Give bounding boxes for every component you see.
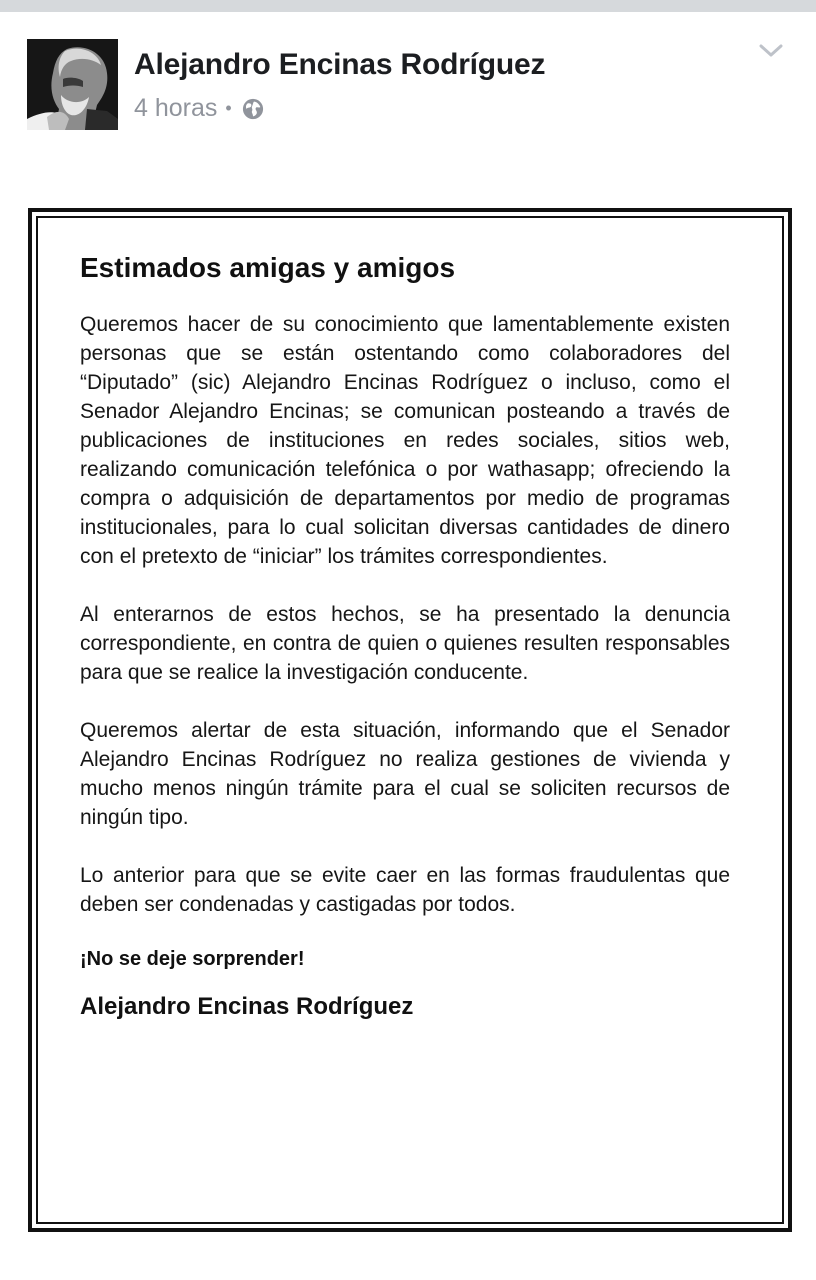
chevron-down-icon[interactable] [758, 42, 784, 60]
notice-alert: ¡No se deje sorprender! [80, 948, 305, 970]
meta-separator: • [225, 98, 232, 118]
avatar[interactable] [27, 39, 118, 130]
notice-paragraph: Lo anterior para que se evite caer en las formas fraudulentas que deben ser condenadas y castigadas por todos. [80, 864, 730, 916]
notice-paragraph: Queremos alertar de esta situación, informando que el Senador Alejandro Encinas Rodríguez no realiza gestiones de vivienda y mucho menos ningún trámite para el cual se soliciten recursos de ningún tipo. [80, 719, 730, 829]
notice-paragraph: Queremos hacer de su conocimiento que lamentablemente existen personas que se están ostentando como colaboradores del “Diputado” (sic) Alejandro Encinas Rodríguez o incluso, como el Senador Alejandro Encinas; se comunican posteando a través de publicaciones de instituciones en redes sociales, sitios web, realizando comunicación telefónica o por wathasapp; ofreciendo la compra o adquisición de departamentos por medio de programas institucionales, para lo cual solicitan diversas cantidades de dinero con el pretexto de “iniciar” los trámites correspondientes. [80, 313, 730, 568]
notice-title: Estimados amigas y amigos [80, 252, 456, 283]
notice-paragraph: Al enterarnos de estos hechos, se ha presentado la denuncia correspondiente, en contra de quien o quienes resulten responsables para que se realice la investigación conducente. [80, 603, 730, 684]
author-name[interactable]: Alejandro Encinas Rodríguez [134, 48, 546, 81]
post-meta [134, 94, 264, 123]
globe-icon [242, 98, 264, 120]
top-strip [0, 0, 816, 12]
post-time[interactable]: 4 horas [134, 94, 218, 122]
notice-signature: Alejandro Encinas Rodríguez [80, 993, 414, 1020]
avatar-photo-icon [27, 39, 118, 130]
notice-image [28, 208, 792, 1232]
notice-content [80, 252, 730, 1021]
post-header [0, 12, 816, 172]
